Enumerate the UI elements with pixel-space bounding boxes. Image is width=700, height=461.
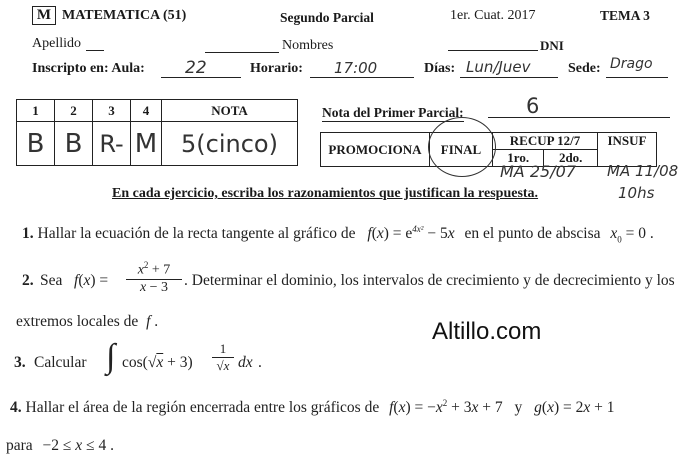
note-ma-date: MA 25/07 bbox=[500, 162, 576, 181]
sede-value: Drago bbox=[610, 56, 653, 72]
tema: TEMA 3 bbox=[600, 8, 650, 23]
watermark: Altillo.com bbox=[432, 318, 542, 345]
status-recup[interactable]: RECUP 12/7 bbox=[493, 133, 598, 150]
final-circle-mark bbox=[428, 117, 496, 177]
apellido-line[interactable] bbox=[86, 50, 104, 51]
dni-label: DNI bbox=[540, 38, 564, 53]
dias-field[interactable] bbox=[460, 60, 558, 78]
status-insuf[interactable]: INSUF bbox=[598, 133, 657, 167]
first-partial-label: Nota del Primer Parcial: bbox=[322, 105, 464, 120]
nombres-label: Nombres bbox=[282, 38, 334, 53]
note-ma-time-1: MA 11/08 bbox=[607, 162, 679, 180]
grade-header-2: 2 bbox=[55, 100, 93, 122]
nombres-line-left[interactable] bbox=[205, 52, 279, 53]
question-4: 4. Hallar el área de la región encerrada entre los gráficos de $f(x) = -x^2 + 3x + 7$ y g(x) = 2x + 1 bbox=[10, 398, 615, 417]
question-1-text-a: Hallar la ecuación de la recta tangente al gráfico de bbox=[37, 225, 356, 243]
m-box: M bbox=[32, 6, 56, 25]
apellido-label: Apellido bbox=[32, 36, 81, 51]
status-recup-2[interactable]: 2do. bbox=[544, 150, 598, 167]
subject-title: MATEMATICA (51) bbox=[62, 8, 187, 23]
question-4-line-2: para −2 ≤ x ≤ 4 . bbox=[6, 437, 114, 454]
question-1: 1. Hallar la ecuación de la recta tangente al gráfico de $f(x) = e^{4x^2} - 5x$ en el punto de abscisa $x_0 = 0$ . bbox=[22, 224, 654, 245]
status-final[interactable]: FINAL bbox=[430, 133, 493, 167]
term: 1er. Cuat. 2017 bbox=[450, 8, 536, 23]
question-4-number: 4. bbox=[10, 399, 22, 417]
instruction: En cada ejercicio, escriba los razonamientos que justifican la respuesta. bbox=[112, 186, 539, 201]
horario-field[interactable] bbox=[310, 60, 414, 78]
grade-header-3: 3 bbox=[93, 100, 131, 122]
sede-label: Sede: bbox=[568, 61, 601, 76]
horario-value: 17:00 bbox=[334, 59, 378, 77]
grade-table bbox=[16, 99, 298, 166]
note-ma-time-2: 10hs bbox=[618, 184, 655, 202]
question-2-number: 2. bbox=[22, 272, 34, 289]
grade-value-4[interactable]: M bbox=[131, 122, 162, 166]
question-4-text-c: para bbox=[6, 437, 33, 454]
question-4-text-b: y bbox=[514, 399, 523, 417]
question-1-function: f bbox=[367, 225, 372, 243]
sede-field[interactable] bbox=[606, 56, 668, 78]
question-2-text-a: Sea bbox=[40, 272, 63, 289]
question-2-text-b: . Determinar el dominio, los intervalos de crecimiento y de decrecimiento y los bbox=[184, 272, 675, 289]
question-3-text: Calcular bbox=[34, 354, 87, 371]
dias-value: Lun/Juev bbox=[466, 58, 531, 76]
question-1-text-b: en el punto de abscisa bbox=[464, 225, 601, 243]
exam-title: Segundo Parcial bbox=[280, 10, 374, 25]
question-4-text-a: Hallar el área de la región encerrada entre los gráficos de bbox=[25, 399, 380, 417]
status-recup-1[interactable]: 1ro. bbox=[493, 150, 544, 167]
inscripto-label: Inscripto en: Aula: bbox=[32, 61, 145, 76]
first-partial-field[interactable] bbox=[488, 94, 670, 118]
question-2-text-c: extremos locales de bbox=[16, 313, 139, 330]
status-promociona[interactable]: PROMOCIONA bbox=[321, 133, 430, 167]
grade-value-1[interactable]: B bbox=[17, 122, 55, 166]
dias-label: Días: bbox=[424, 61, 456, 76]
aula-value: 22 bbox=[185, 58, 207, 78]
first-partial-value: 6 bbox=[526, 94, 540, 118]
horario-label: Horario: bbox=[250, 61, 303, 76]
integral-sign: ∫ bbox=[106, 338, 116, 375]
question-2-line-2: extremos locales de f . bbox=[16, 313, 159, 330]
dni-line[interactable] bbox=[448, 50, 538, 51]
grade-value-nota[interactable]: 5(cinco) bbox=[162, 122, 298, 166]
aula-field[interactable] bbox=[161, 60, 241, 78]
grade-value-3[interactable]: R- bbox=[93, 122, 131, 166]
grade-value-2[interactable]: B bbox=[55, 122, 93, 166]
question-2-fraction: $x^2 + 7$ x − 3 bbox=[126, 260, 182, 296]
question-3-number: 3. bbox=[14, 354, 26, 371]
grade-header-1: 1 bbox=[17, 100, 55, 122]
grade-header-nota: NOTA bbox=[162, 100, 298, 122]
grade-header-4: 4 bbox=[131, 100, 162, 122]
question-1-number: 1. bbox=[22, 225, 34, 243]
